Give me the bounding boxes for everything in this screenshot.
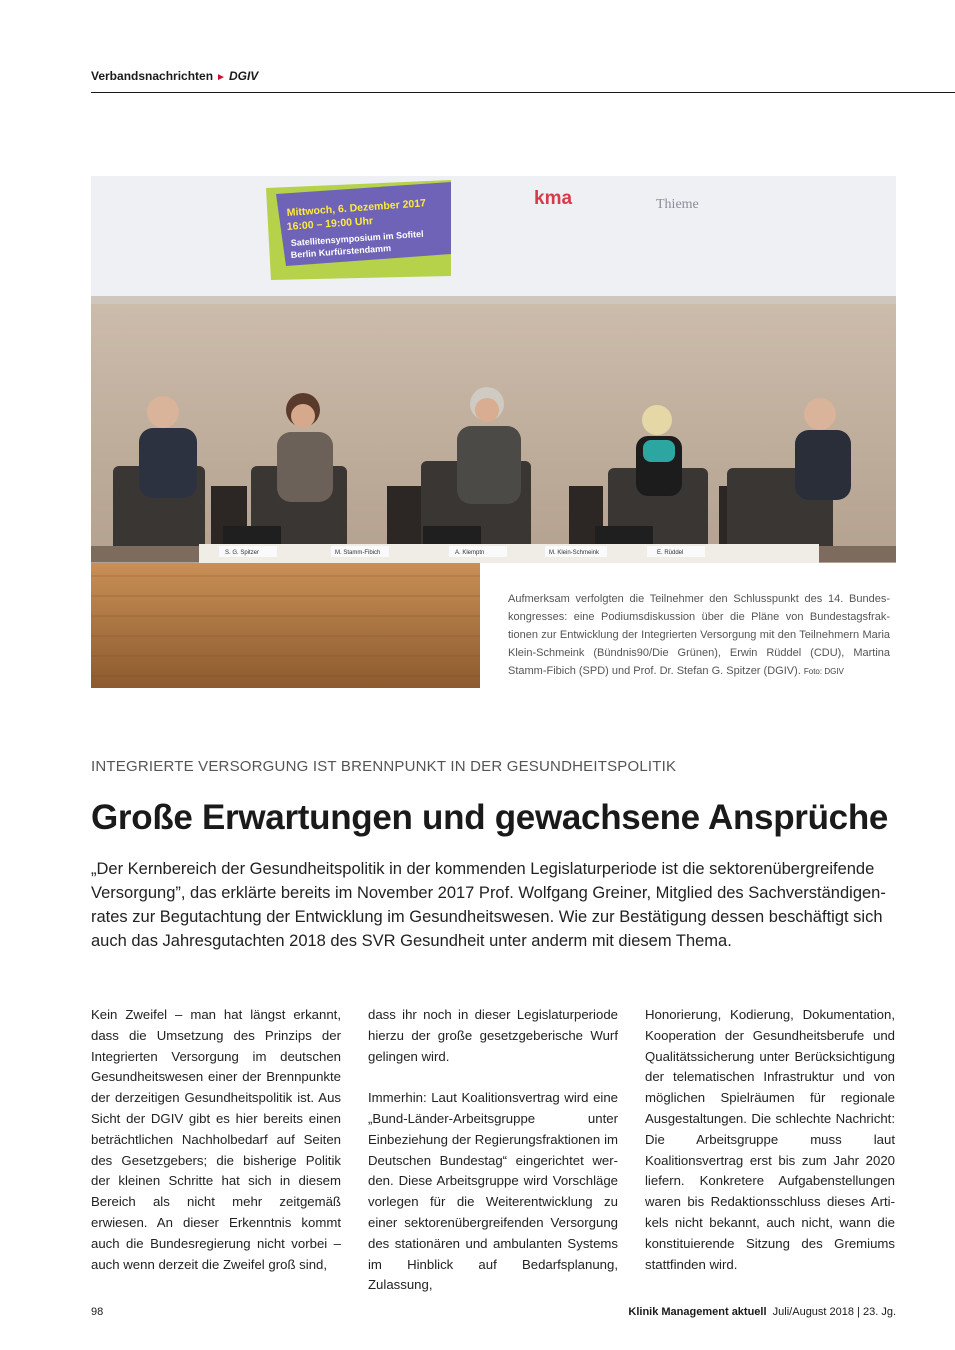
- photo-credit: Foto: DGIV: [803, 667, 844, 676]
- issue-info: Juli/August 2018 | 23. Jg.: [772, 1306, 896, 1318]
- slide-line-3: Satellitensymposium im Sofitel: [290, 228, 424, 248]
- body-column-1: [91, 1005, 341, 1296]
- running-head: [91, 69, 258, 83]
- paragraph: Honorierung, Kodierung, Dokumentation, Kooperation der Gesundheitsberufe und Qualitätssicherung unter Berücksichtigung der telematischen Infrastruktur und von möglichen Spielräumen für regionale Ausgestaltungen. Die schlechte Nachricht: Die Arbeitsgruppe muss laut Koalitionsvertrag erst bis zum Jahr 2020 liefern. Konkretere Aufgabenstellungen waren bis Redaktionsschluss dieses Artikels nicht bekannt, auch nicht, wann die konstituierende Sitzung des Gremiums stattfinden wird.: [645, 1007, 895, 1272]
- body-column-3: [645, 1005, 895, 1296]
- article-headline: Große Erwartungen und gewachsene Ansprüche: [91, 798, 889, 837]
- slide-line-4: Berlin Kurfürstendamm: [290, 243, 392, 260]
- nameplate-rueddel: E. Rüddel: [657, 550, 684, 556]
- journal-name: Klinik Management aktuell: [628, 1306, 767, 1318]
- caption-text: Aufmerksam verfolgten die Teilnehmer den Schlusspunkt des 14. Bundeskongresses: eine Podiumsdiskussion über die Pläne von Bundestagsfraktionen zur Entwicklung der Integrierten Versorgung mit den Teilnehmern Maria Klein-Schmeink (Bündnis90/Die Grünen), Erwin Rüddel (CDU), Martina Stamm-Fibich (SPD) und Prof. Dr. Stefan G. Spitzer (DGIV).: [508, 593, 890, 677]
- kma-logo: kma: [534, 188, 573, 209]
- nameplate-klein-schmeink: M. Klein-Schmeink: [549, 550, 600, 556]
- body-column-2: [368, 1005, 618, 1317]
- section-title: Verbandsnachrichten: [91, 69, 214, 83]
- article-lead: „Der Kernbereich der Gesundheitspolitik in der kommenden Legislaturperiode ist die sektorenübergreifende Versorgung”, das erklärte bereits im November 2017 Prof. Wolfgang Greiner, Mitglied des Sachverständigenrates zur Begutachtung der Entwicklung im Gesundheitswesen. Wie zur Bestätigung dessen beschäftigt sich auch das Jahresgutachten 2018 des SVR Gesundheit unter anderm mit diesem Thema.: [91, 860, 886, 950]
- nameplate-spitzer: S. G. Spitzer: [225, 550, 260, 556]
- nameplate-klemptn: A. Klemptn: [455, 550, 485, 556]
- arrow-right-icon: ►: [216, 72, 226, 83]
- slide-line-1: Mittwoch, 6. Dezember 2017: [286, 197, 427, 219]
- slide-line-2: 16:00 – 19:00 Uhr: [286, 214, 374, 233]
- paragraph: Immerhin: Laut Koalitionsvertrag wird eine „Bund-Länder-Arbeitsgruppe unter Einbeziehung der Regierungsfraktionen im Deutschen Bundestag“ eingerichtet werden. Diese Arbeitsgruppe wird Vorschläge vorlegen für die Weiterentwicklung zu einer sektorenübergreifenden Versorgung des stationären und ambulanten Systems im Hinblick auf Bedarfsplanung, Zulassung,: [368, 1090, 618, 1293]
- nameplate-stamm-fibich: M. Stamm-Fibich: [335, 550, 381, 556]
- photo-caption: [508, 590, 890, 681]
- page-number: 98: [91, 1306, 104, 1318]
- paragraph: Kein Zweifel – man hat längst erkannt, dass die Umsetzung des Prinzips der Integrierten Versorgung im deutschen Gesundheitswesen einer der Brennpunkte der derzeitigen Gesundheitspolitik ist. Aus Sicht der DGIV gibt es hier bereits einen beträchtlichen Nachholbedarf auf Seiten des Gesetzgebers; die bisherige Politik der kleinen Schritte hat sich in diesem Bereich als nicht mehr zeitgemäß erwiesen. An dieser Erkenntnis kommt auch die Bundesregierung nicht vorbei – auch wenn derzeit die Zweifel groß sind,: [91, 1007, 341, 1272]
- subsection-title: DGIV: [228, 69, 259, 83]
- header-rule: [91, 92, 955, 93]
- footer-publication: [628, 1306, 896, 1318]
- paragraph: dass ihr noch in dieser Legislaturperiode hierzu der große gesetzgeberische Wurf gelingen wird.: [368, 1007, 618, 1064]
- thieme-logo: Thieme: [656, 197, 699, 212]
- article-kicker: INTEGRIERTE VERSORGUNG IST BRENNPUNKT IN DER GESUNDHEITSPOLITIK: [91, 758, 677, 775]
